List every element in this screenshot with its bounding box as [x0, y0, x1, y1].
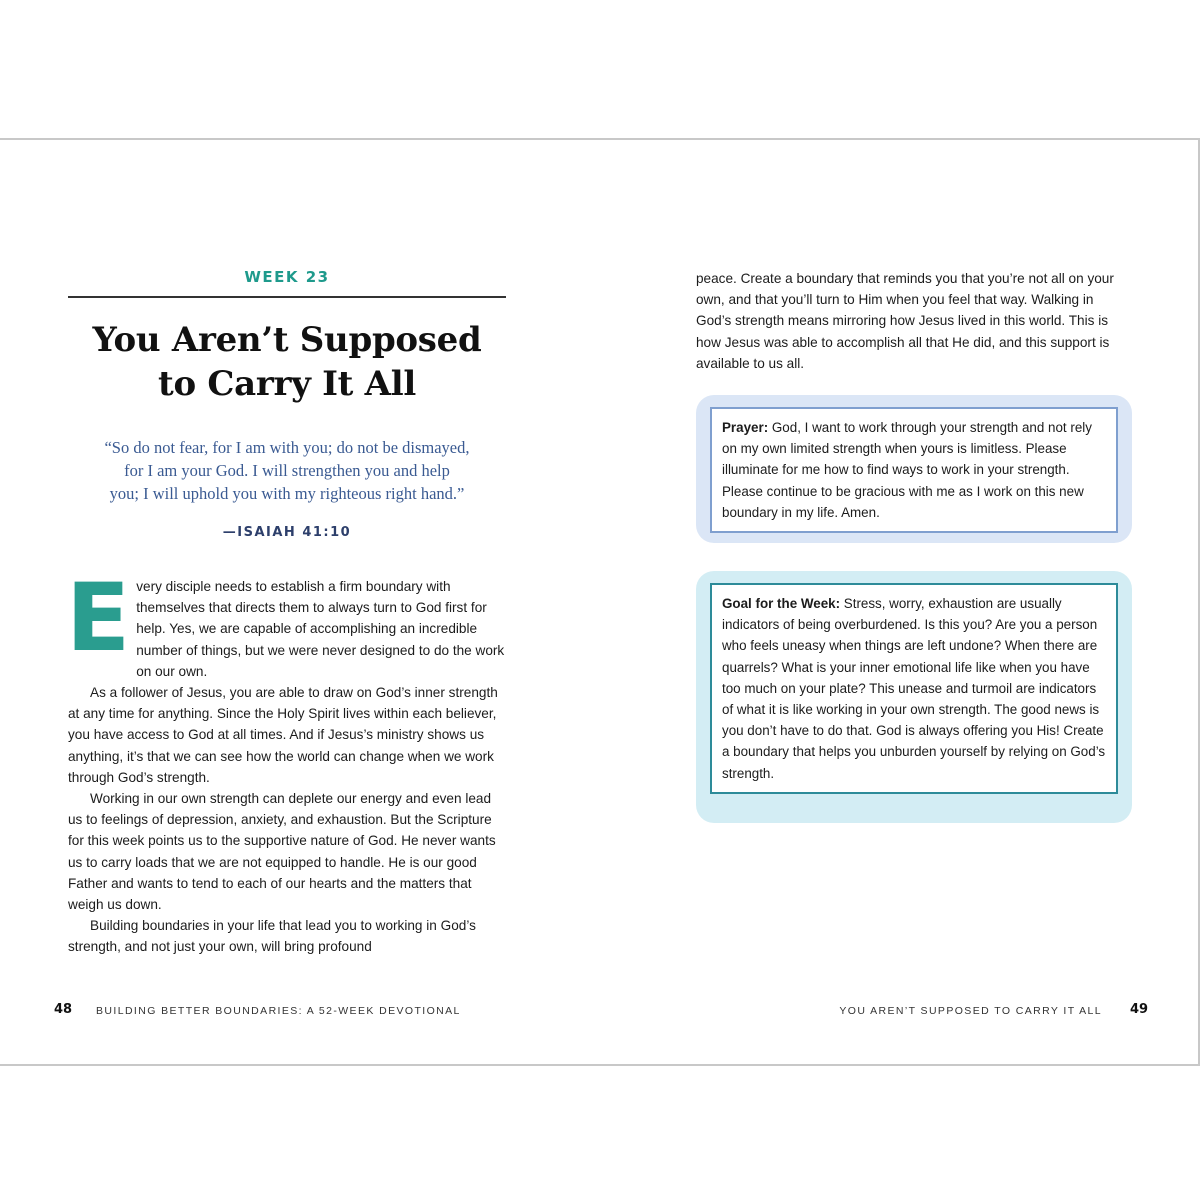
body-text-left	[66, 564, 506, 958]
running-head-left: BUILDING BETTER BOUNDARIES: A 52-WEEK DEVOTIONAL	[96, 1005, 461, 1017]
chapter-title-line-2: to Carry It All	[158, 364, 416, 404]
scripture-line-3: you; I will uphold you with my righteous right hand.”	[109, 484, 465, 503]
paragraph-3: Working in our own strength can deplete our energy and even lead us to feelings of depression, anxiety, and exhaustion. But the Scripture for this week points us to the supportive nature of God. He never wants us to carry loads that we are not equipped to handle. He is our good Father and wants to tend to each of our hearts and the matters that weigh us down.	[68, 791, 496, 913]
chapter-title-line-1: You Aren’t Supposed	[92, 320, 482, 360]
scripture-quote	[74, 436, 500, 505]
week-label: WEEK 23	[244, 268, 330, 286]
drop-cap: E	[66, 564, 131, 673]
prayer-label: Prayer:	[722, 420, 769, 435]
paragraph-1	[66, 564, 506, 682]
paragraph-4: Building boundaries in your life that lead you to working in God’s strength, and not just your own, will bring profound	[68, 918, 476, 955]
running-head-right: YOU AREN’T SUPPOSED TO CARRY IT ALL	[839, 1005, 1102, 1017]
scripture-line-2: for I am your God. I will strengthen you and help	[124, 461, 450, 480]
chapter-title	[68, 318, 506, 406]
prayer-box	[710, 407, 1118, 533]
scripture-line-1: “So do not fear, for I am with you; do not be dismayed,	[104, 438, 470, 457]
goal-text: Stress, worry, exhaustion are usually indicators of being overburdened. Is this you? Are you a person who feels uneasy when things are left undone? When there are quarrels? What is your inner emotional life like when you have too much on your plate? This unease and turmoil are indicators of what it is like working in your own strength. The good news is you don’t have to do that. God is always offering you His! Create a boundary that helps you unburden yourself by relying on God’s strength.	[722, 596, 1106, 781]
goal-label: Goal for the Week:	[722, 596, 841, 611]
body-text-right: peace. Create a boundary that reminds you that you’re not all on your own, and that you’ll turn to Him when you feel that way. Walking in God’s strength means mirroring how Jesus lived in this world. This is how Jesus was able to accomplish all that He did, and this support is available to us all.	[696, 271, 1114, 371]
prayer-text: God, I want to work through your strength and not rely on my own limited strength when yours is limitless. Please illuminate for me how to find ways to work in your strength. Please continue to be gracious with me as I work on this new boundary in my life. Amen.	[722, 420, 1092, 520]
paragraph-1-text: very disciple needs to establish a firm boundary with themselves that directs them to always turn to God first for help. Yes, we are capable of accomplishing an incredible number of things, but we were never designed to do the work on our own.	[136, 579, 505, 679]
page-number-right: 49	[1130, 1002, 1149, 1017]
goal-box	[710, 583, 1118, 794]
goal-callout	[696, 571, 1132, 823]
scripture-reference: —ISAIAH 41:10	[222, 525, 352, 540]
prayer-callout	[696, 395, 1132, 543]
paragraph-2: As a follower of Jesus, you are able to draw on God’s inner strength at any time for anything. Since the Holy Spirit lives within each believer, you have access to God at all times. And if Jesus’s ministry shows us anything, it’s that we can see how the world can change when we work through God’s strength.	[68, 685, 498, 785]
week-divider	[68, 296, 506, 298]
page-number-left: 48	[54, 1002, 73, 1017]
